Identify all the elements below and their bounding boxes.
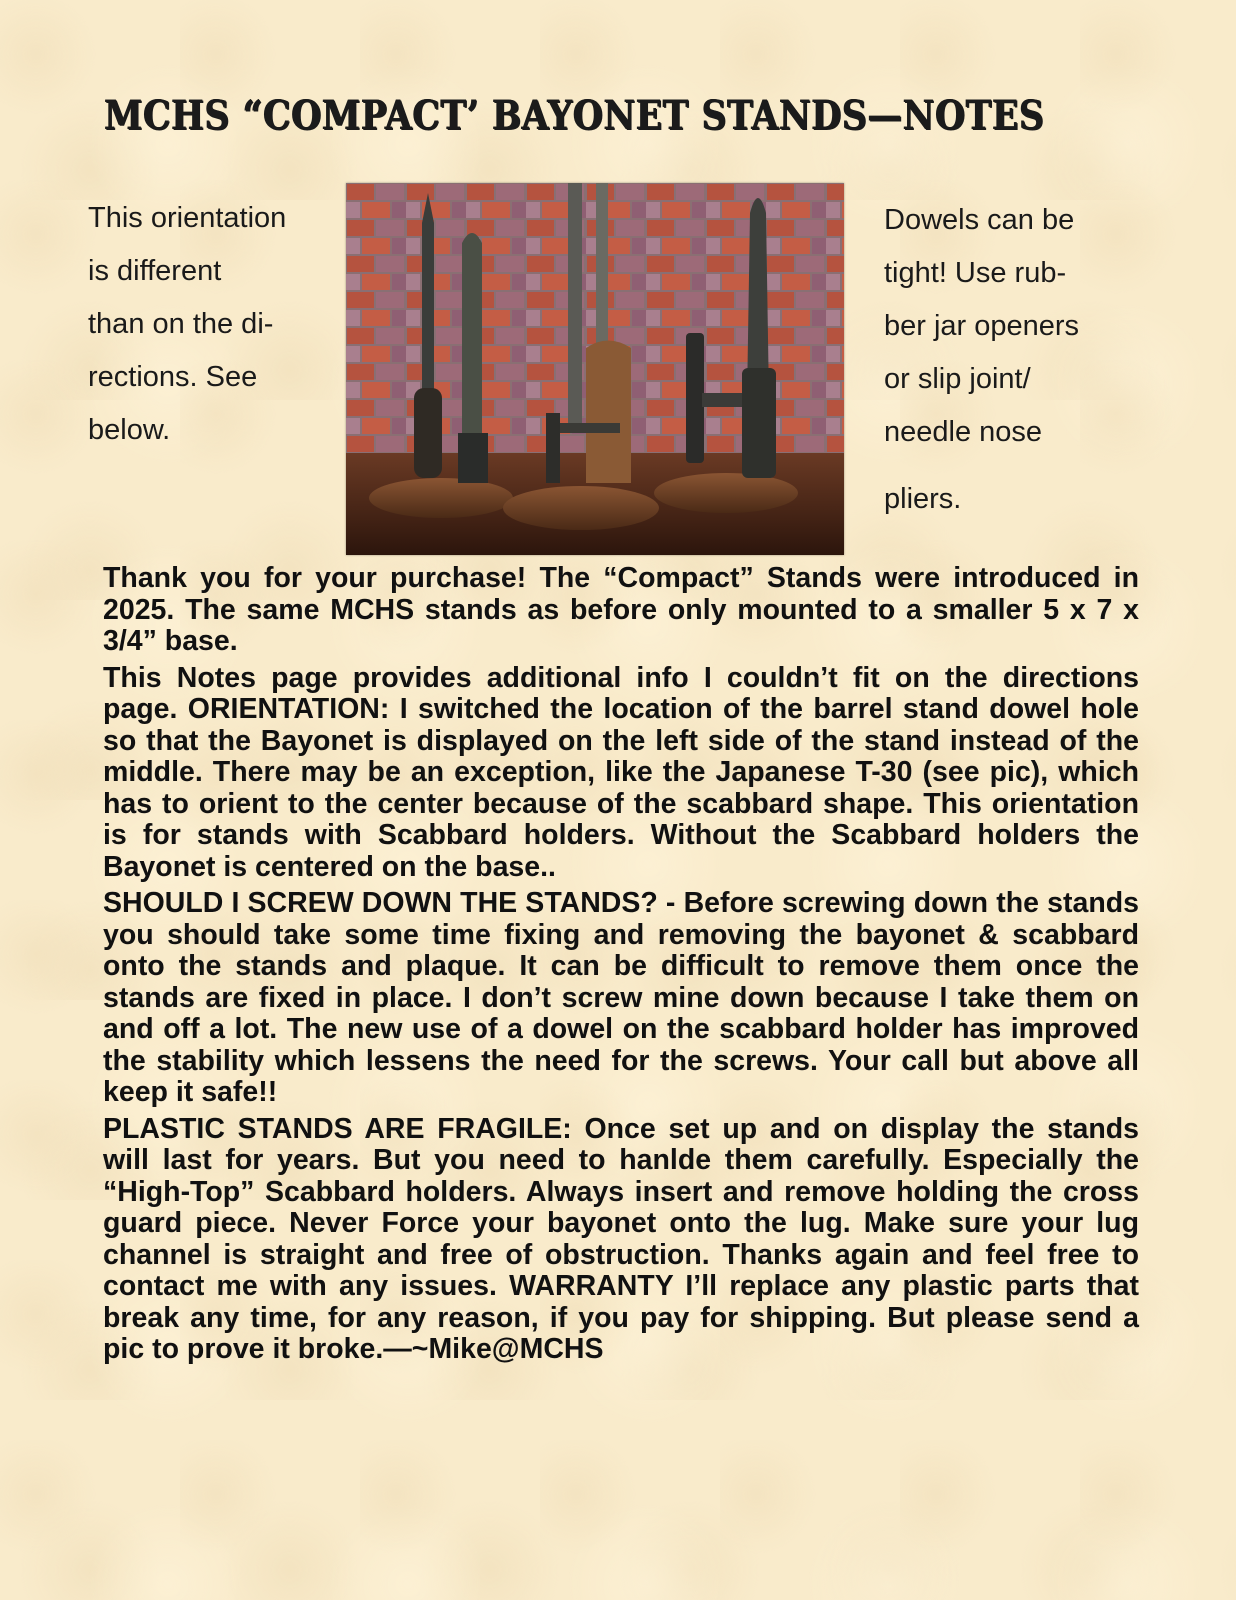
right-note-line: ber jar openers bbox=[884, 310, 1080, 342]
intro-paragraph: Thank you for your purchase! The “Compact” Stands were introduced in 2025. The same MCHS stands as before only mounted to a smaller 5 x 7 x 3/4” base. bbox=[103, 562, 1139, 657]
left-note-line: than on the di- bbox=[88, 308, 274, 340]
screw-down-paragraph: SHOULD I SCREW DOWN THE STANDS? - Before screwing down the stands you should take some time fixing and removing the bayonet & scabbard onto the stands and plaque. It can be difficult to remove them once the stands are fixed in place. I don’t screw mine down because I take them on and off a lot. The new use of a dowel on the scabbard holder has improved the stability which lessens the need for the screws. Your call but above all keep it safe!! bbox=[103, 887, 1139, 1108]
notes-body bbox=[103, 563, 1139, 1371]
fragile-warranty-paragraph: PLASTIC STANDS ARE FRAGILE: Once set up and on display the stands will last for years. But you need to hanlde them carefully. Especially the “High-Top” Scabbard holders. Always insert and remove holding the cross guard piece. Never Force your bayonet onto the lug. Make sure your lug channel is straight and free of obstruction. Thanks again and feel free to contact me with any issues. WARRANTY I’ll replace any plastic parts that break any time, for any reason, if you pay for shipping. But please send a pic to prove it broke.—~Mike@MCHS bbox=[103, 1112, 1139, 1365]
right-note-line: needle nose bbox=[884, 416, 1043, 448]
right-side-note bbox=[884, 194, 1079, 526]
left-note-line: rections. See bbox=[88, 361, 258, 393]
left-side-note bbox=[88, 192, 286, 457]
right-note-line: Dowels can be bbox=[884, 204, 1075, 236]
left-note-line: This orientation bbox=[88, 202, 287, 234]
bayonet-stands-photo bbox=[346, 183, 844, 555]
right-note-line: or slip joint/ bbox=[884, 363, 1031, 395]
orientation-paragraph: This Notes page provides additional info I couldn’t fit on the directions page. ORIENTATION: I switched the location of the barrel stand dowel hole so that the Bayonet is displayed on the left side of the stand instead of the middle. There may be an exception, like the Japanese T-30 (see pic), which has to orient to the center because of the scabbard shape. This orientation is for stands with Scabbard holders. Without the Scabbard holders the Bayonet is centered on the base.. bbox=[103, 661, 1139, 883]
right-note-line: tight! Use rub- bbox=[884, 257, 1067, 289]
left-note-line: below. bbox=[88, 414, 171, 446]
page-title: MCHS “COMPACT’ BAYONET STANDS—NOTES bbox=[104, 92, 1045, 139]
right-note-line: pliers. bbox=[884, 483, 962, 515]
left-note-line: is different bbox=[88, 255, 222, 287]
